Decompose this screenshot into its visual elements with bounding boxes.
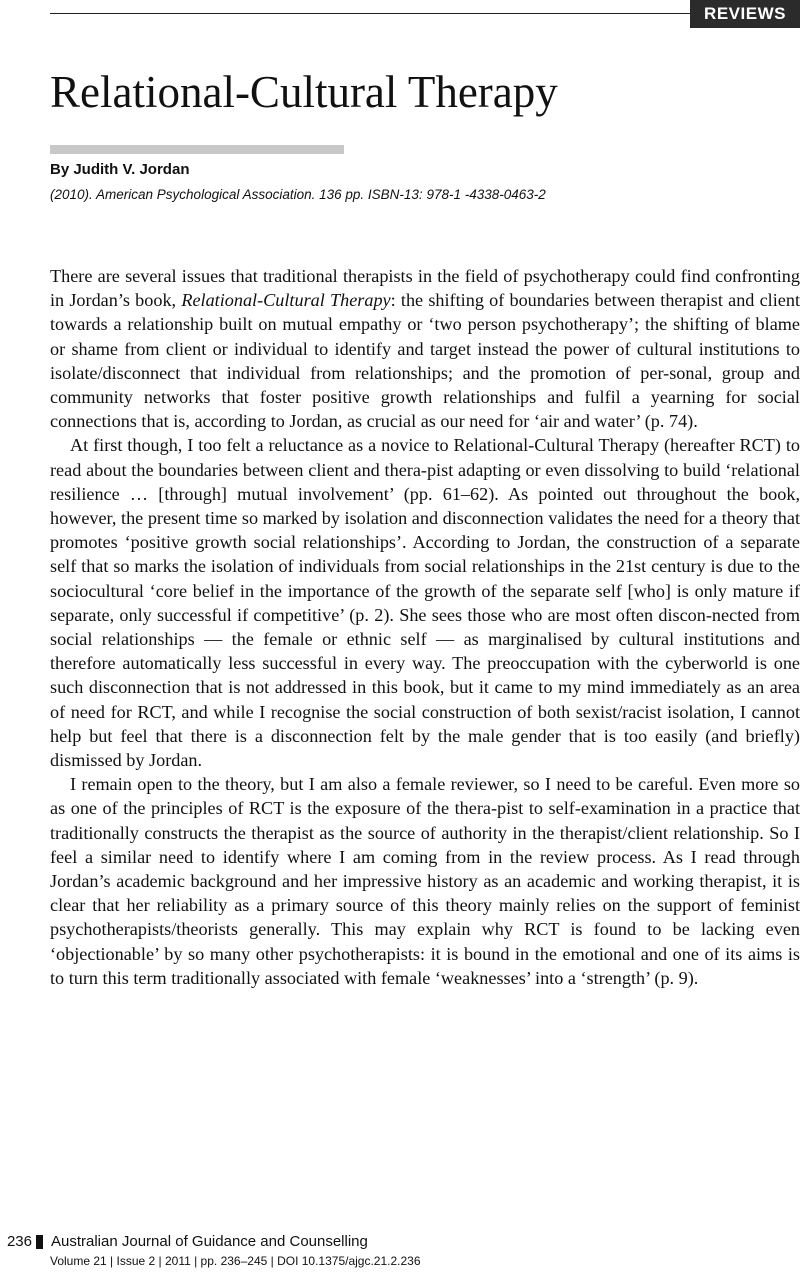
book-title-italic: Relational-Cultural Therapy [181,290,391,311]
p1-text-start: There are several issues that traditional therapists in the field of psychotherapy could find confronting in Jordan’s book, [50,266,800,311]
body-paragraph-3: I remain open to the theory, but I am also a female reviewer, so I need to be careful. Even more so as one of the principles of RCT is the exposure of the thera-pist to self-examination in a practice that traditionally constructs the therapist as the source of authority in the therapist/client relationship. So I feel a similar need to identify where I am coming from in the review process. As I read through Jordan’s academic background and her impressive history as an academic and working therapist, it is clear that her reliability as a primary source of this theory mainly relies on the support of feminist psychotherapists/theorists generally. This may explain why RCT is found to be lacking even ‘objectionable’ by so many other psychotherapists: it is bound in the emotional and one of its aims is to turn this term traditionally associated with female ‘weaknesses’ into a ‘strength’ (p. 9). [50,774,800,988]
footer-marker-bar [36,1235,43,1249]
p1-text-end: : the shifting of boundaries between therapist and client towards a relationship built on mutual empathy or ‘two person psychotherapy’; the shifting of blame or shame from client or individual to identify and target instead the power of cultural institutions to isolate/disconnect that individual from relationships; and the promotion of per-sonal, group and community networks that foster positive growth relationships and fulfil a yearning for social connections that is, according to Jordan, as crucial as our need for ‘air and water’ (p. 74). [50,290,800,432]
header-rule [50,13,690,14]
article-title: Relational-Cultural Therapy [50,67,558,117]
footer-citation: Volume 21 | Issue 2 | 2011 | pp. 236–245 | DOI 10.1375/ajgc.21.2.236 [50,1254,421,1268]
journal-name: Australian Journal of Guidance and Counselling [51,1233,368,1250]
author-line: By Judith V. Jordan [50,161,190,178]
section-label: REVIEWS [690,0,800,28]
article-body [50,264,800,990]
title-accent-bar [50,145,344,154]
body-paragraph-2: At first though, I too felt a reluctance as a novice to Relational-Cultural Therapy (hereafter RCT) to read about the boundaries between client and thera-pist adapting or even dissolving to build ‘relational resilience … [through] mutual involvement’ (pp. 61–62). As pointed out throughout the book, however, the present time so marked by isolation and disconnection validates the need for a theory that promotes ‘positive growth social relationships’. According to Jordan, the construction of a separate self that so marks the isolation of individuals from social relationships in the 21st century is due to the sociocultural ‘core belief in the importance of the growth of the separate self [who] is only mature if separate, only successful if competitive’ (p. 2). She sees those who are most often discon-nected from social relationships — the female or ethnic self — as marginalised by cultural institutions and therefore automatically less successful in every way. The preoccupation with the cyberworld is one such disconnection that is not addressed in this book, but it came to my mind immediately as an area of need for RCT, and while I recognise the social construction of both sexist/racist isolation, I cannot help but feel that there is a disconnection felt by the male gender that is too easily (and briefly) dismissed by Jordan. [50,435,800,771]
footer-journal [0,1233,368,1250]
publication-info: (2010). American Psychological Association. 136 pp. ISBN-13: 978-1 -4338-0463-2 [50,187,546,202]
body-paragraph-1 [50,264,800,433]
page-number: 236 [6,1233,32,1250]
